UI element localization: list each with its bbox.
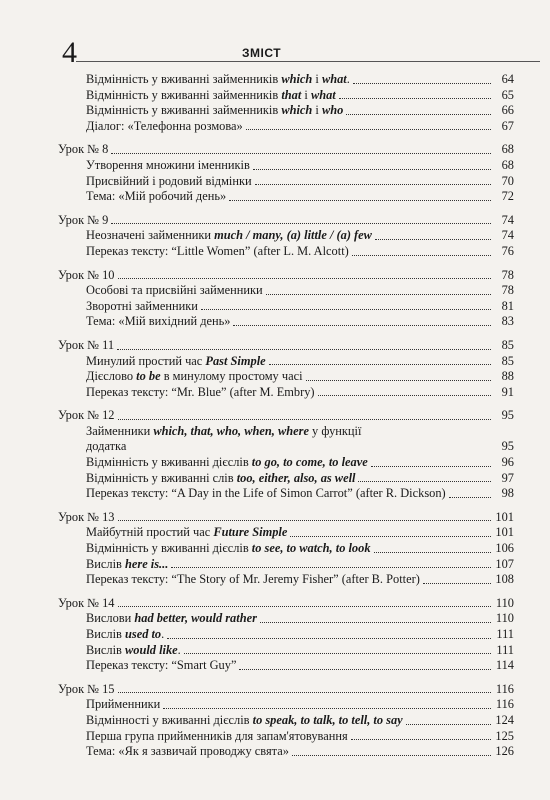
toc-entry-text: Переказ тексту: “Mr. Blue” (after M. Embry) [86, 384, 315, 399]
toc-entry[interactable] [58, 244, 514, 260]
toc-entry[interactable] [58, 385, 514, 401]
toc-entry-text: Урок № 10 [58, 267, 115, 282]
toc-entry-emphasis: who [321, 103, 344, 118]
toc-entry[interactable] [58, 525, 514, 541]
dot-leader [346, 113, 491, 115]
toc-entry-text: Тема: «Мій робочий день» [86, 189, 227, 204]
toc-entry-text: Переказ тексту: “A Day in the Life of Simon Carrot” (after R. Dickson) [86, 486, 446, 501]
toc-entry-title [86, 299, 198, 315]
toc-page-number: 125 [495, 728, 514, 743]
dot-leader [253, 168, 491, 170]
toc-entry-text: Прийменники [86, 697, 161, 712]
header-rule [76, 61, 540, 62]
toc-entry-text: . [177, 642, 181, 657]
toc-page-number: 110 [495, 611, 514, 626]
toc-entry-title [86, 697, 160, 713]
toc-page-number: 101 [495, 525, 514, 540]
dot-leader [117, 348, 491, 350]
toc-entry-emphasis: to be [136, 369, 161, 384]
toc-page-number: 83 [501, 314, 514, 329]
dot-leader [290, 535, 491, 537]
toc-page-number: 114 [495, 658, 514, 673]
toc-page-number: 107 [495, 556, 514, 571]
toc-entry-title [86, 486, 446, 502]
toc-entry-text: Вислів [86, 627, 125, 641]
toc-entry-text: Тема: «Мій вихідний день» [86, 314, 231, 329]
toc-entry-text: Займенники [86, 423, 154, 438]
toc-entry[interactable] [58, 119, 514, 135]
toc-entry[interactable] [58, 572, 514, 588]
dot-leader [118, 519, 491, 521]
dot-leader [171, 566, 491, 568]
dot-leader [371, 465, 491, 467]
toc-entry[interactable] [58, 541, 514, 557]
toc-entry-title [86, 424, 361, 440]
toc-page-number: 97 [501, 470, 514, 485]
toc-entry-text: Перша група прийменників для запам'ятовування [86, 728, 348, 743]
toc-entry-title [86, 119, 243, 135]
toc-gap [58, 260, 514, 268]
toc-entry-title [86, 627, 164, 643]
toc-page-number: 78 [501, 267, 514, 282]
dot-leader [111, 222, 491, 224]
toc-entry[interactable] [58, 486, 514, 502]
toc-entry-text: Тема: «Як я зазвичай проводжу свята» [86, 744, 289, 759]
toc-lesson-entry[interactable] [58, 596, 514, 612]
toc-page-number: 95 [501, 439, 514, 454]
toc-page-number: 116 [495, 681, 514, 696]
toc-entry[interactable] [58, 369, 514, 385]
toc-entry-text: додатка [86, 439, 127, 454]
toc-entry-text: Дієслово [86, 369, 137, 384]
toc-entry[interactable] [58, 643, 514, 659]
toc-entry-text: Урок № 14 [58, 595, 115, 610]
dot-leader [260, 621, 491, 623]
toc-entry-text: Урок № 15 [58, 681, 115, 696]
toc-entry-text: Відмінність у вживанні займенників [86, 72, 282, 86]
toc-entry[interactable] [58, 158, 514, 174]
toc-gap [58, 205, 514, 213]
toc-page-number: 65 [501, 87, 514, 102]
toc-entry-emphasis: which, that, who, when, where [153, 423, 309, 438]
toc-entry-title [86, 455, 368, 471]
toc-entry[interactable] [58, 658, 514, 674]
dot-leader [449, 496, 491, 498]
dot-leader [353, 82, 491, 84]
toc-lesson-entry[interactable] [58, 213, 514, 229]
toc-entry-emphasis: Past Simple [205, 353, 266, 368]
toc-page-number: 81 [501, 298, 514, 313]
dot-leader [375, 238, 491, 240]
dot-leader [352, 254, 491, 256]
toc-page-number: 68 [501, 157, 514, 172]
toc-entry[interactable] [58, 439, 514, 455]
toc-entry-emphasis: had better, would rather [134, 611, 257, 626]
dot-leader [163, 707, 491, 709]
toc-page-number: 72 [501, 189, 514, 204]
toc-entry-emphasis: to go, to come, to leave [251, 455, 368, 470]
toc-gap [58, 330, 514, 338]
toc-page-number: 110 [495, 595, 514, 610]
toc-entry-title [86, 103, 343, 119]
toc-entry-text: Особові та присвійні займенники [86, 283, 263, 298]
dot-leader [406, 723, 491, 725]
toc-entry-title [86, 72, 350, 88]
toc-entry-title [86, 439, 126, 455]
dot-leader [374, 551, 491, 553]
toc-entry-emphasis: what [310, 87, 336, 102]
toc-page-number: 67 [501, 118, 514, 133]
toc-gap [58, 400, 514, 408]
toc-entry-text: Урок № 13 [58, 509, 115, 524]
toc-page-number: 96 [501, 455, 514, 470]
toc-entry-title [86, 643, 181, 659]
toc-entry-text: Відмінності у вживанні дієслів [86, 712, 253, 727]
toc-page-number: 88 [501, 369, 514, 384]
toc-entry-title [86, 244, 349, 260]
toc-entry[interactable] [58, 744, 514, 760]
toc-entry-text: в минулому простому часі [160, 369, 303, 384]
dot-leader [201, 308, 491, 310]
toc-entry-title [86, 189, 226, 205]
toc-entry-title [86, 572, 420, 588]
toc-entry-title [58, 596, 115, 612]
toc-entry-emphasis: to see, to watch, to look [251, 541, 371, 556]
page-number: 4 [62, 36, 77, 69]
toc-page-number: 116 [495, 697, 514, 712]
toc-entry-text: Майбутній простий час [86, 525, 214, 540]
toc-entry-title [86, 557, 168, 573]
toc-entry-text: Відмінність у вживанні дієслів [86, 541, 252, 556]
toc-entry-text: і [312, 72, 322, 86]
toc-page-number: 124 [495, 712, 514, 727]
toc-entry[interactable] [58, 697, 514, 713]
dot-leader [351, 738, 491, 740]
toc-entry-title [58, 142, 108, 158]
toc-entry-title [86, 174, 252, 190]
toc-entry[interactable] [58, 354, 514, 370]
toc-gap [58, 588, 514, 596]
toc-entry-text: і [312, 103, 322, 118]
toc-entry[interactable] [58, 228, 514, 244]
toc-entry-title [86, 541, 371, 557]
toc-entry-text: Відмінність у вживанні дієслів [86, 455, 252, 470]
toc-entry-text: Урок № 12 [58, 408, 115, 423]
toc-entry-title [86, 713, 403, 729]
toc-entry[interactable] [58, 455, 514, 471]
toc-entry[interactable] [58, 314, 514, 330]
toc-entry-title [86, 729, 348, 745]
toc-entry-title [86, 744, 289, 760]
toc-entry-text: Відмінність у вживанні слів [86, 470, 237, 485]
toc-page-number: 70 [501, 173, 514, 188]
toc-lesson-entry[interactable] [58, 142, 514, 158]
toc-entry-text: Діалог: «Телефонна розмова» [86, 118, 243, 133]
dot-leader [318, 394, 491, 396]
toc-entry-title [86, 354, 266, 370]
toc-entry[interactable] [58, 88, 514, 104]
dot-leader [269, 363, 491, 365]
toc-entry-emphasis: which [281, 103, 313, 118]
toc-entry-title [86, 611, 257, 627]
toc-entry-text: у функції [308, 423, 362, 438]
toc-entry-emphasis: which [281, 72, 313, 86]
toc-entry[interactable] [58, 713, 514, 729]
toc-entry-title [86, 314, 230, 330]
toc-entry-emphasis: Future Simple [213, 525, 288, 540]
toc-entry-text: . [161, 627, 165, 641]
toc-gap [58, 134, 514, 142]
toc-page-number: 98 [501, 486, 514, 501]
toc-entry-title [58, 408, 115, 424]
toc-entry-text: Урок № 9 [58, 212, 109, 227]
toc-entry-text: Неозначені займенники [86, 228, 215, 243]
toc-lesson-entry[interactable] [58, 510, 514, 526]
toc-entry-text: Відмінність у вживанні займенників [86, 87, 282, 102]
toc-entry-emphasis: that [281, 87, 302, 102]
dot-leader [255, 183, 491, 185]
toc-entry-title [86, 228, 372, 244]
toc-entry-title [86, 471, 355, 487]
section-title: ЗМІСТ [242, 46, 282, 60]
dot-leader [239, 668, 491, 670]
toc-page-number: 74 [501, 212, 514, 227]
toc-page-number: 106 [495, 541, 514, 556]
dot-leader [229, 199, 491, 201]
toc-lesson-entry[interactable] [58, 682, 514, 698]
toc-page-number: 126 [495, 744, 514, 759]
dot-leader [246, 128, 491, 130]
toc-entry-emphasis: much / many, (a) little / (a) few [214, 228, 372, 243]
toc-entry-title [86, 369, 303, 385]
dot-leader [111, 152, 491, 154]
toc-page-number: 68 [501, 142, 514, 157]
toc-entry-emphasis: what [321, 72, 347, 86]
toc-entry-title [86, 88, 336, 104]
page-header [62, 36, 540, 70]
toc-entry-emphasis: too, either, also, as well [236, 470, 356, 485]
toc-entry[interactable] [58, 299, 514, 315]
toc-page-number: 91 [501, 384, 514, 399]
toc-entry[interactable] [58, 283, 514, 299]
dot-leader [306, 379, 491, 381]
toc-entry-title [58, 682, 115, 698]
toc-page-number: 64 [501, 72, 514, 86]
toc-entry-text: Утворення множини іменників [86, 157, 250, 172]
toc-entry-title [58, 213, 108, 229]
toc-entry-emphasis: used to [124, 627, 162, 641]
dot-leader [184, 652, 491, 654]
dot-leader [118, 418, 491, 420]
toc-entry-text: Переказ тексту: “Smart Guy” [86, 658, 237, 673]
dot-leader [339, 97, 491, 99]
toc-entry-title [58, 510, 115, 526]
toc-page-number: 95 [501, 408, 514, 423]
toc-entry[interactable] [58, 189, 514, 205]
toc-entry[interactable] [58, 103, 514, 119]
toc-gap [58, 502, 514, 510]
toc-entry-text: Вислів [86, 556, 125, 571]
toc-entry-emphasis: would like [124, 642, 178, 657]
toc-page-number: 74 [501, 228, 514, 243]
toc-entry-text: Зворотні займенники [86, 298, 198, 313]
toc-entry[interactable] [58, 424, 514, 440]
dot-leader [167, 637, 491, 639]
toc-page-number: 78 [501, 283, 514, 298]
toc-entry-text: . [346, 72, 350, 86]
dot-leader [266, 293, 491, 295]
dot-leader [423, 582, 491, 584]
toc-entry-title [58, 268, 115, 284]
dot-leader [118, 691, 491, 693]
dot-leader [233, 324, 491, 326]
toc-entry[interactable] [58, 557, 514, 573]
dot-leader [358, 480, 491, 482]
toc-page-number: 111 [496, 642, 514, 657]
toc-lesson-entry[interactable] [58, 338, 514, 354]
toc-entry[interactable] [58, 72, 514, 88]
toc-entry-emphasis: to speak, to talk, to tell, to say [252, 712, 403, 727]
toc-page-number: 76 [501, 243, 514, 258]
toc-gap [58, 674, 514, 682]
toc-page-number: 111 [496, 627, 514, 641]
toc-entry-title [86, 525, 287, 541]
toc-entry-text: Вислів [86, 642, 125, 657]
toc-entry-text: Вислови [86, 611, 135, 626]
toc-page-number: 85 [501, 337, 514, 352]
toc-page-number: 101 [495, 509, 514, 524]
toc-page-number: 108 [495, 572, 514, 587]
toc-entry[interactable] [58, 611, 514, 627]
toc-entry-text: Урок № 11 [58, 337, 115, 352]
toc-entry[interactable] [58, 627, 514, 643]
table-of-contents [58, 72, 514, 760]
dot-leader [118, 605, 491, 607]
toc-entry-title [86, 658, 236, 674]
toc-entry-text: Переказ тексту: “The Story of Mr. Jeremy Fisher” (after B. Potter) [86, 572, 420, 587]
toc-entry-title [86, 158, 250, 174]
toc-entry-text: Урок № 8 [58, 142, 109, 157]
toc-entry-text: Минулий простий час [86, 353, 206, 368]
toc-entry[interactable] [58, 729, 514, 745]
toc-entry-text: Переказ тексту: “Little Women” (after L. M. Alcott) [86, 243, 349, 258]
toc-entry[interactable] [58, 174, 514, 190]
toc-lesson-entry[interactable] [58, 408, 514, 424]
toc-entry-text: Присвійний і родовий відмінки [86, 173, 252, 188]
toc-entry-emphasis: here is... [124, 556, 169, 571]
dot-leader [129, 450, 491, 451]
toc-lesson-entry[interactable] [58, 268, 514, 284]
dot-leader [118, 277, 491, 279]
toc-entry-text: Відмінність у вживанні займенників [86, 103, 282, 118]
dot-leader [292, 754, 491, 756]
toc-entry-title [86, 283, 263, 299]
toc-page-number: 85 [501, 353, 514, 368]
toc-page-number: 66 [501, 103, 514, 118]
toc-entry-title [86, 385, 315, 401]
toc-entry[interactable] [58, 471, 514, 487]
toc-entry-text: і [301, 87, 311, 102]
toc-entry-title [58, 338, 114, 354]
